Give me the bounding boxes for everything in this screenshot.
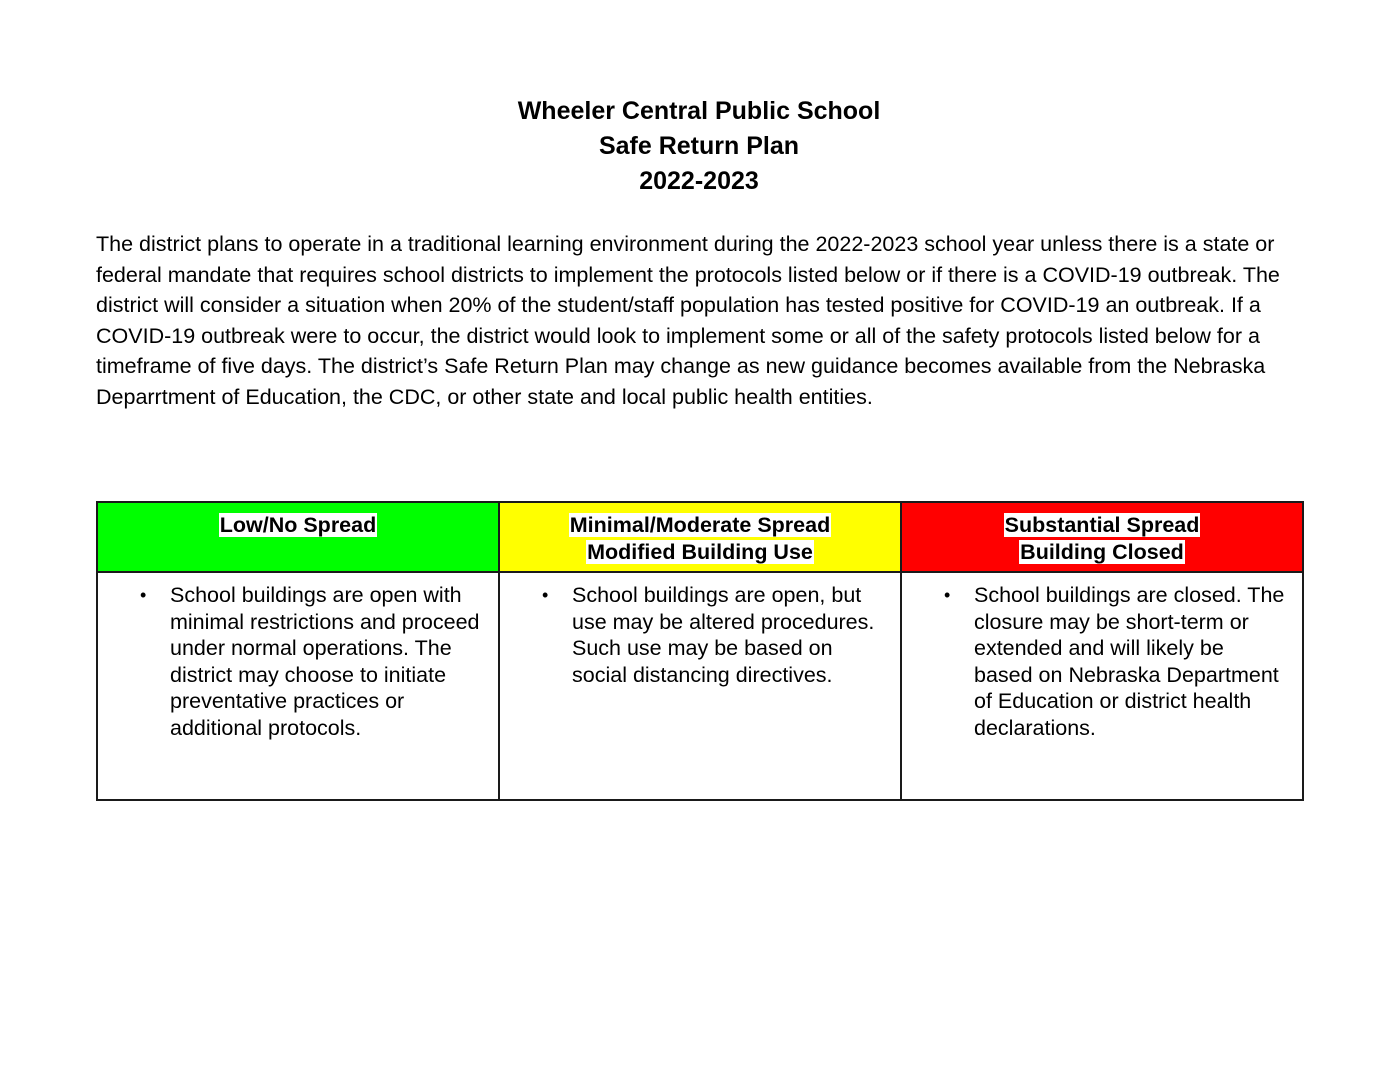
header-moderate-spread-line-1: Minimal/Moderate Spread — [569, 513, 831, 537]
low-spread-description: School buildings are open with minimal restrictions and proceed under normal operations. The district may choose to initiate preventative practices or additional protocols. — [170, 583, 480, 740]
bullet-icon: • — [140, 585, 147, 605]
header-substantial-spread — [901, 502, 1303, 572]
substantial-spread-list — [902, 582, 1302, 741]
header-moderate-spread-line-2: Modified Building Use — [587, 539, 813, 564]
cell-moderate-spread — [499, 572, 901, 800]
moderate-spread-description: School buildings are open, but use may be altered procedures. Such use may be based on social distancing directives. — [572, 583, 875, 687]
intro-paragraph: The district plans to operate in a traditional learning environment during the 2022-2023 school year unless there is a state or federal mandate that requires school districts to implement the protocols listed below or if there is a COVID-19 outbreak. The district will consider a situation when 20% of the student/staff population has tested positive for COVID-19 an outbreak. If a COVID-19 outbreak were to occur, the district would look to implement some or all of the safety protocols listed below for a timeframe of five days. The district’s Safe Return Plan may change as new guidance becomes available from the Nebraska Deparrtment of Education, the CDC, or other state and local public health entities. — [96, 232, 1280, 409]
cell-low-spread — [97, 572, 499, 800]
header-low-spread — [97, 502, 499, 572]
header-substantial-spread-line-1: Substantial Spread — [1004, 513, 1200, 537]
moderate-spread-list — [500, 582, 900, 688]
bullet-icon: • — [944, 585, 951, 605]
header-substantial-spread-line-2: Building Closed — [1020, 539, 1184, 564]
substantial-spread-description: School buildings are closed. The closure may be short-term or extended and will likely be based on Nebraska Department of Education or district health declarations. — [974, 583, 1285, 740]
table-row — [97, 572, 1303, 800]
table-header-row — [97, 502, 1303, 572]
document-title-block — [0, 94, 1398, 199]
low-spread-list — [98, 582, 498, 741]
list-item — [542, 582, 884, 688]
list-item — [140, 582, 482, 741]
header-moderate-spread — [499, 502, 901, 572]
list-item — [944, 582, 1286, 741]
cell-substantial-spread — [901, 572, 1303, 800]
school-name: Wheeler Central Public School — [517, 97, 881, 125]
plan-title: Safe Return Plan — [598, 132, 800, 160]
spread-level-table — [96, 501, 1304, 801]
bullet-icon: • — [542, 585, 549, 605]
school-year: 2022-2023 — [639, 167, 759, 195]
header-low-spread-line-1: Low/No Spread — [219, 513, 377, 537]
